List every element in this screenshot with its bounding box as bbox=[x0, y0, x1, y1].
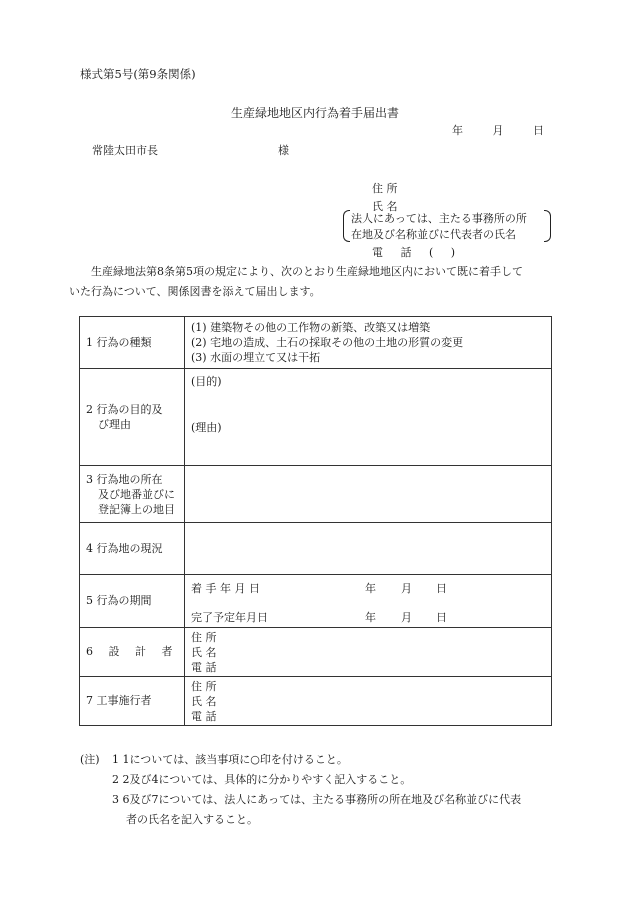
row-activity-type bbox=[80, 317, 552, 369]
end-month: 月 bbox=[401, 611, 412, 624]
notification-table bbox=[79, 316, 552, 726]
honorific: 様 bbox=[278, 144, 289, 157]
applicant-phone-label: 電 話 ( ) bbox=[372, 246, 456, 259]
purpose-reason-field[interactable] bbox=[185, 369, 552, 466]
addressee: 常陸太田市長 bbox=[92, 144, 158, 157]
start-day: 日 bbox=[436, 582, 447, 595]
row-current-state bbox=[80, 523, 552, 575]
notes-prefix: (注) bbox=[80, 753, 100, 766]
end-day: 日 bbox=[436, 611, 447, 624]
label-activity-type: 1 行為の種類 bbox=[80, 317, 185, 369]
start-date-label: 着 手 年 月 日 bbox=[191, 582, 260, 595]
body-text-line2: いた行為について、関係図書を添えて届出します。 bbox=[69, 285, 321, 298]
label-current-state: 4 行為地の現況 bbox=[80, 523, 185, 575]
form-number: 様式第5号(第9条関係) bbox=[80, 67, 196, 81]
note-2: 2 2及び4については、具体的に分かりやすく記入すること。 bbox=[112, 773, 412, 786]
label-location bbox=[80, 466, 185, 523]
body-text bbox=[69, 262, 554, 302]
designer-field[interactable] bbox=[185, 628, 552, 677]
contractor-phone-label: 電 話 bbox=[191, 709, 217, 723]
corporation-note bbox=[343, 210, 551, 242]
label-location-line1: 3 行為地の所在 bbox=[86, 472, 163, 486]
activity-option-3[interactable]: (3) 水面の埋立て又は干拓 bbox=[191, 351, 321, 364]
row-location bbox=[80, 466, 552, 523]
location-field[interactable] bbox=[185, 466, 552, 523]
label-period: 5 行為の期間 bbox=[80, 575, 185, 628]
note-3-line2: 者の氏名を記入すること。 bbox=[126, 813, 258, 826]
contractor-field[interactable] bbox=[185, 677, 552, 726]
row-purpose-reason bbox=[80, 369, 552, 466]
label-location-line3: 登記簿上の地目 bbox=[98, 502, 175, 516]
period-field[interactable] bbox=[185, 575, 552, 628]
left-bracket bbox=[343, 210, 350, 242]
right-bracket bbox=[544, 210, 551, 242]
activity-option-1[interactable]: (1) 建築物その他の工作物の新築、改築又は増築 bbox=[191, 321, 431, 334]
start-month: 月 bbox=[401, 582, 412, 595]
date-year: 年 bbox=[452, 124, 463, 137]
label-location-line2: 及び地番並びに bbox=[98, 487, 175, 501]
row-designer bbox=[80, 628, 552, 677]
applicant-name-label: 氏 名 bbox=[372, 200, 398, 213]
designer-name-label: 氏 名 bbox=[191, 645, 217, 659]
contractor-name-label: 氏 名 bbox=[191, 694, 217, 708]
start-year: 年 bbox=[365, 582, 376, 595]
row-period bbox=[80, 575, 552, 628]
current-state-field[interactable] bbox=[185, 523, 552, 575]
document-title: 生産緑地地区内行為着手届出書 bbox=[230, 106, 399, 120]
note-1: 1 1については、該当事項に○印を付けること。 bbox=[112, 753, 348, 766]
label-purpose-reason-line1: 2 行為の目的及 bbox=[86, 403, 163, 416]
corporation-note-line1: 法人にあっては、主たる事務所の所 bbox=[351, 212, 527, 225]
activity-type-options[interactable] bbox=[185, 317, 552, 369]
purpose-label: (目的) bbox=[191, 375, 222, 388]
date-line bbox=[452, 122, 544, 138]
row-contractor bbox=[80, 677, 552, 726]
applicant-address-label: 住 所 bbox=[372, 182, 398, 195]
note-3-line1: 3 6及び7については、法人にあっては、主たる事務所の所在地及び名称並びに代表 bbox=[112, 793, 522, 806]
end-date-label: 完了予定年月日 bbox=[191, 611, 268, 624]
date-month: 月 bbox=[492, 124, 504, 137]
designer-phone-label: 電 話 bbox=[191, 660, 217, 674]
corporation-note-line2: 在地及び名称並びに代表者の氏名 bbox=[351, 228, 516, 241]
activity-option-2[interactable]: (2) 宅地の造成、土石の採取その他の土地の形質の変更 bbox=[191, 336, 464, 349]
label-purpose-reason bbox=[80, 369, 185, 466]
designer-address-label: 住 所 bbox=[191, 630, 217, 644]
label-purpose-reason-line2: び理由 bbox=[98, 418, 131, 431]
date-day: 日 bbox=[533, 124, 544, 137]
end-year: 年 bbox=[365, 611, 376, 624]
label-contractor: 7 工事施行者 bbox=[80, 677, 185, 726]
reason-label: (理由) bbox=[191, 421, 222, 434]
label-designer: 6 設 計 者 bbox=[80, 628, 185, 677]
body-text-line1: 生産緑地法第8条第5項の規定により、次のとおり生産緑地地区内において既に着手して bbox=[91, 265, 523, 278]
contractor-address-label: 住 所 bbox=[191, 679, 217, 693]
